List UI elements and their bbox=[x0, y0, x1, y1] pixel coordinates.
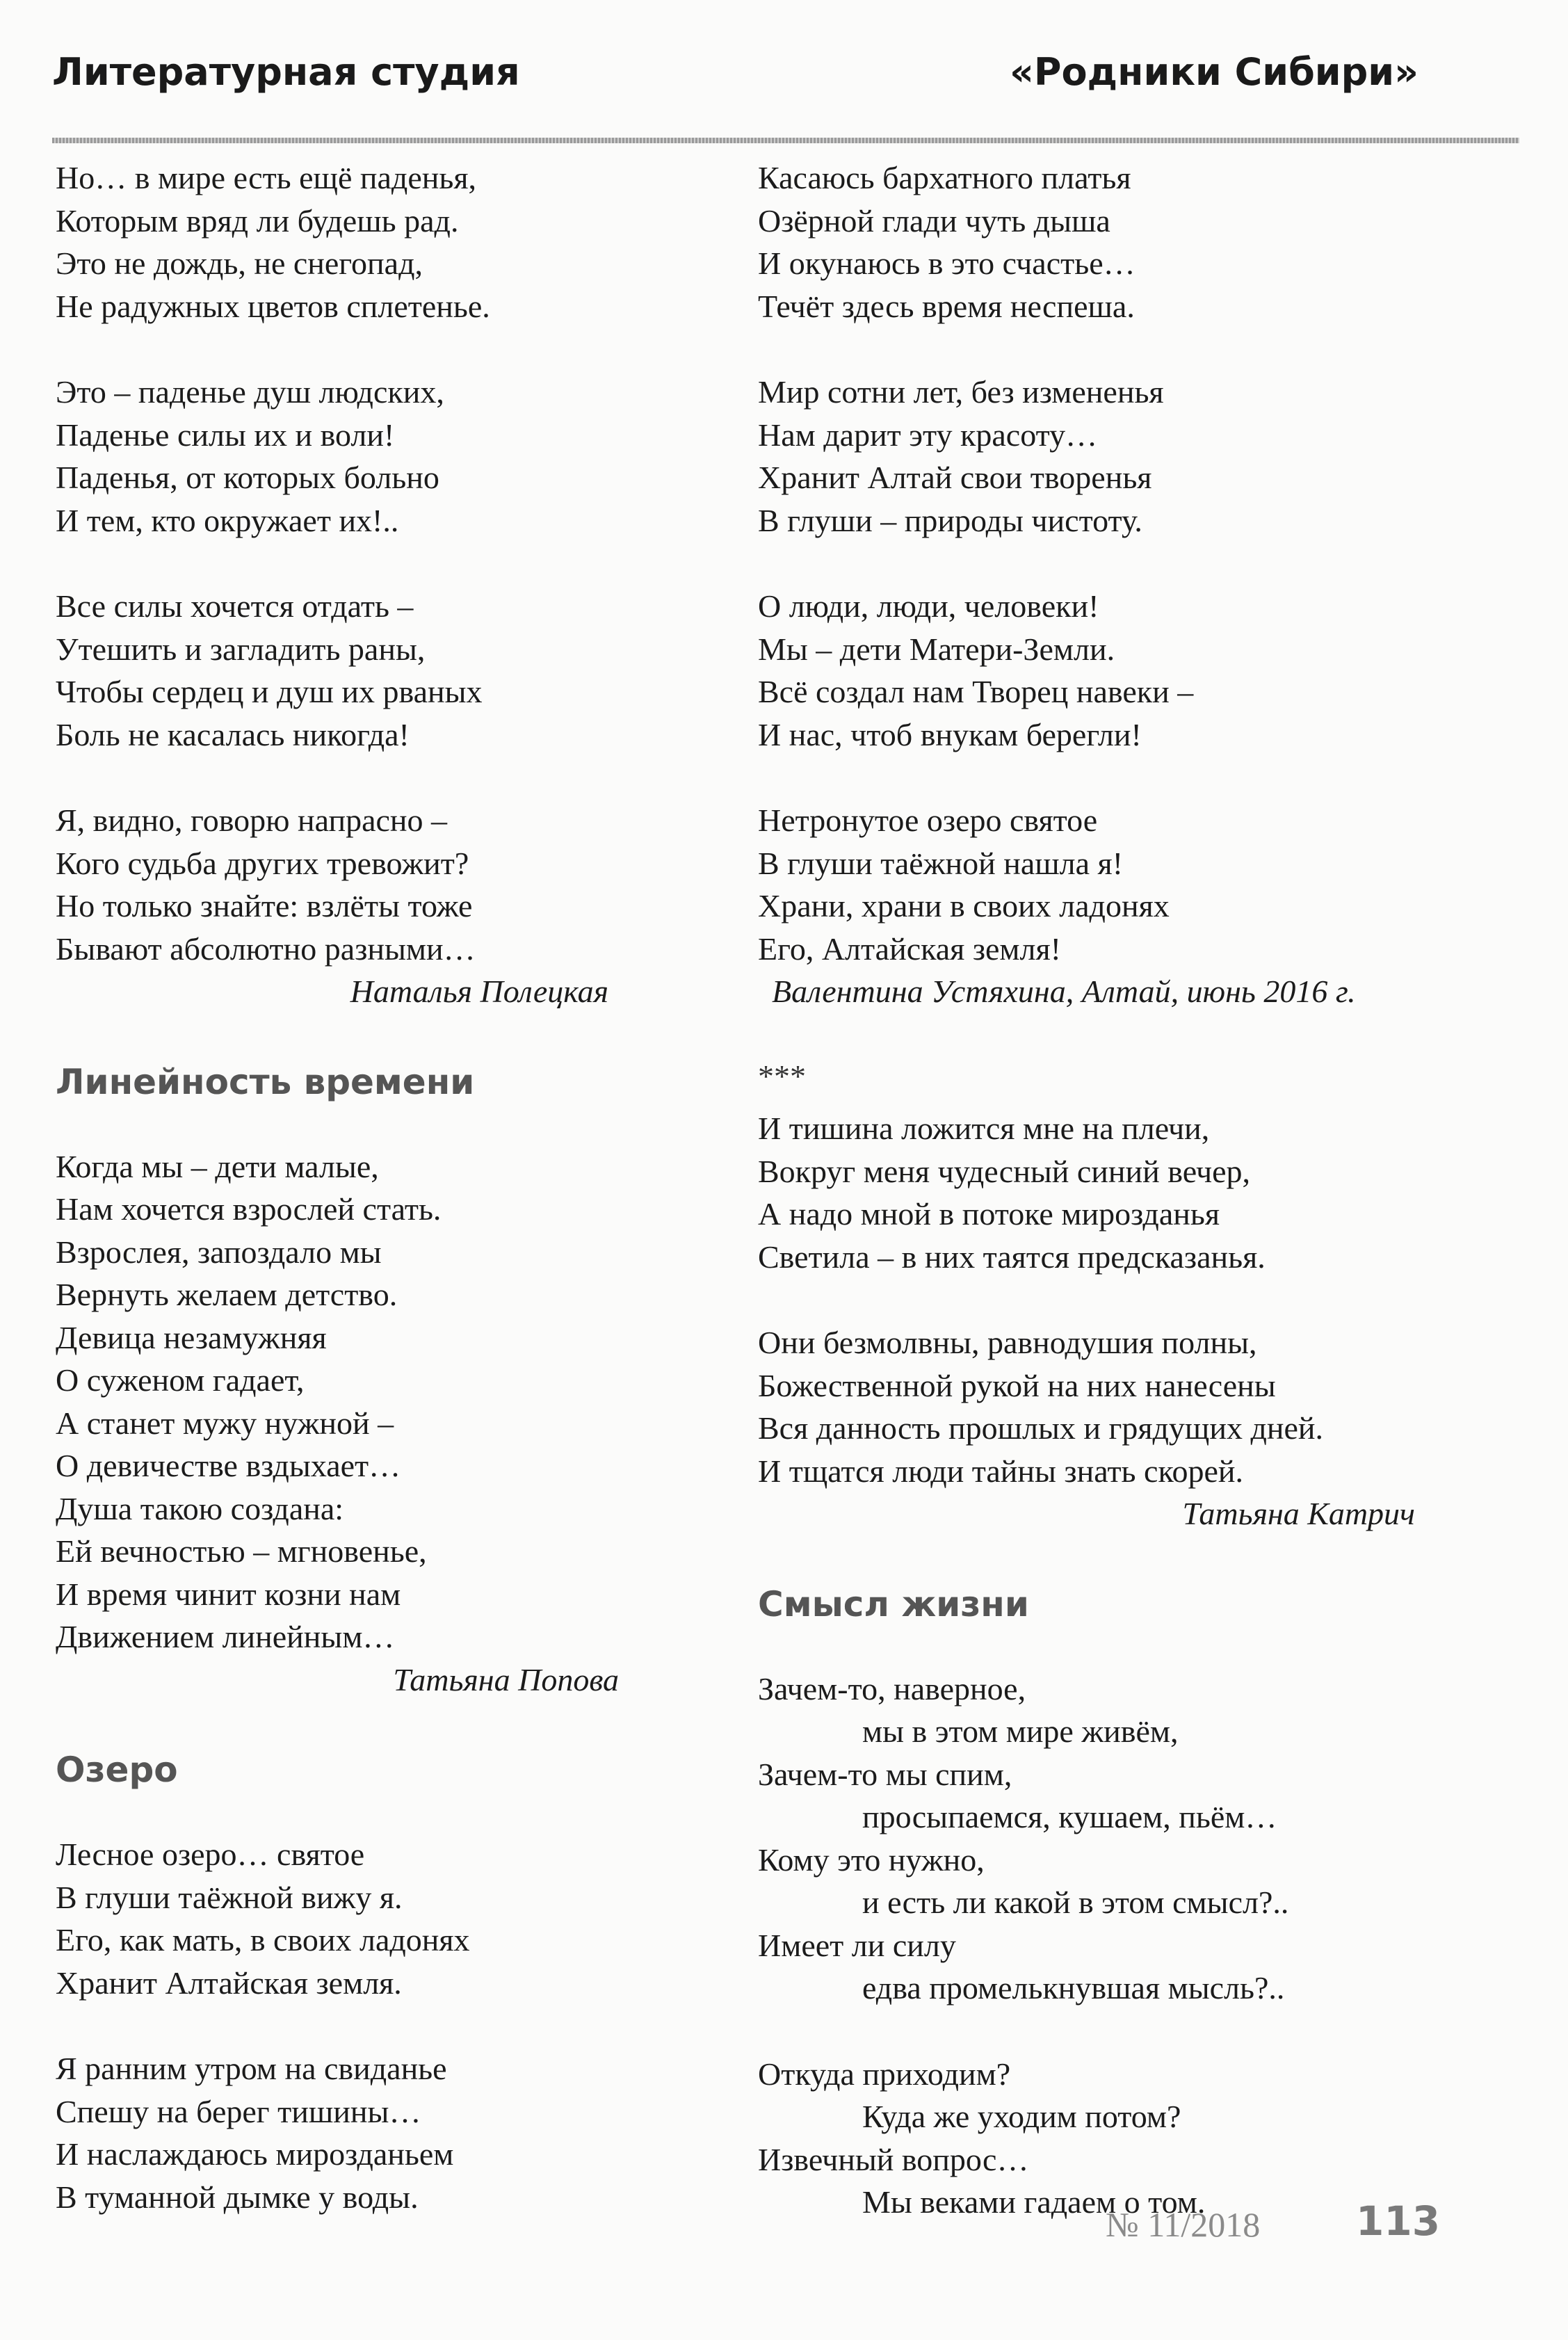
verse-line: Мы – дети Матери-Земли. bbox=[758, 631, 1115, 667]
verse-line: Но… в мире есть ещё паденья, bbox=[56, 160, 477, 195]
verse-line: Паденье силы их и воли! bbox=[56, 417, 395, 453]
verse-line: Божественной рукой на них нанесены bbox=[758, 1367, 1276, 1403]
verse-line: Нам хочется взрослей стать. bbox=[56, 1191, 442, 1227]
verse-line: И тщатся люди тайны знать скорей. bbox=[758, 1453, 1243, 1489]
section-title: Литературная студия bbox=[52, 50, 520, 94]
stanza bbox=[758, 585, 1467, 756]
right-column bbox=[758, 156, 1467, 2267]
verse-line: Вокруг меня чудесный синий вечер, bbox=[758, 1153, 1251, 1189]
verse-line: Спешу на берег тишины… bbox=[56, 2093, 421, 2129]
page-number: 113 bbox=[1356, 2197, 1441, 2245]
verse-line: Нетронутое озеро святое bbox=[758, 802, 1098, 838]
verse-line: Ей вечностью – мгновенье, bbox=[56, 1533, 427, 1569]
verse-line: И время чинит козни нам bbox=[56, 1576, 401, 1612]
poem-author: Татьяна Катрич bbox=[1182, 1496, 1415, 1531]
stanza bbox=[56, 585, 751, 756]
untitled-poem-marker: *** bbox=[758, 1058, 806, 1094]
verse-line: О суженом гадает, bbox=[56, 1362, 305, 1398]
verse-line: Это не дождь, не снегопад, bbox=[56, 245, 423, 281]
stanza bbox=[56, 371, 751, 542]
stanza bbox=[56, 799, 751, 970]
verse-line: Это – паденье душ людских, bbox=[56, 374, 444, 410]
poem-title: Озеро bbox=[56, 1750, 178, 1790]
verse-line: Когда мы – дети малые, bbox=[56, 1148, 379, 1184]
magazine-title: «Родники Сибири» bbox=[1010, 50, 1419, 94]
verse-line: Которым вряд ли будешь рад. bbox=[56, 202, 459, 239]
verse-line: А станет мужу нужной – bbox=[56, 1405, 394, 1441]
verse-line: Не радужных цветов сплетенье. bbox=[56, 288, 490, 324]
poem-author: Наталья Полецкая bbox=[350, 974, 608, 1009]
issue-number: № 11/2018 bbox=[1106, 2205, 1261, 2244]
verse-line: Его, как мать, в своих ладонях bbox=[56, 1922, 470, 1958]
verse-line: Все силы хочется отдать – bbox=[56, 588, 414, 624]
verse-line: Касаюсь бархатного платья bbox=[758, 160, 1131, 195]
poem-title: Смысл жизни bbox=[758, 1583, 1029, 1624]
verse-line: Душа такою создана: bbox=[56, 1490, 344, 1526]
verse-line: Но только знайте: взлёты тоже bbox=[56, 888, 473, 923]
verse-line: просыпаемся, кушаем, пьём… bbox=[862, 1799, 1277, 1834]
verse-line: И тем, кто окружает их!.. bbox=[56, 502, 399, 538]
verse-line: Хранит Алтай свои творенья bbox=[758, 460, 1152, 495]
stanza bbox=[758, 156, 1467, 328]
verse-line: Паденья, от которых больно bbox=[56, 460, 439, 495]
stanza bbox=[56, 1145, 751, 1659]
verse-line: Зачем-то, наверное, bbox=[758, 1670, 1026, 1706]
verse-line: О люди, люди, человеки! bbox=[758, 588, 1099, 624]
verse-line: Взрослея, запоздало мы bbox=[56, 1234, 382, 1270]
verse-line: Имеет ли силу bbox=[758, 1927, 956, 1963]
verse-line: Вернуть желаем детство. bbox=[56, 1277, 398, 1312]
verse-line: Лесное озеро… святое bbox=[56, 1837, 365, 1872]
verse-line: Я ранним утром на свиданье bbox=[56, 2051, 447, 2086]
stanza bbox=[758, 1107, 1467, 1278]
verse-line: И тишина ложится мне на плечи, bbox=[758, 1111, 1210, 1146]
stanza bbox=[758, 799, 1467, 970]
stanza bbox=[758, 1321, 1467, 1492]
stanza bbox=[56, 156, 751, 328]
verse-line: В глуши – природы чистоту. bbox=[758, 502, 1142, 538]
verse-line: Кому это нужно, bbox=[758, 1841, 985, 1878]
stanza bbox=[758, 371, 1467, 542]
verse-line: Всё создал нам Творец навеки – bbox=[758, 674, 1194, 709]
verse-line: мы в этом мире живём, bbox=[862, 1713, 1179, 1749]
verse-line: Боль не касалась никогда! bbox=[56, 716, 410, 752]
verse-line: О девичестве вздыхает… bbox=[56, 1448, 401, 1483]
verse-line: Хранит Алтайская земля. bbox=[56, 1964, 402, 2001]
verse-line: Бывают абсолютно разными… bbox=[56, 930, 476, 967]
verse-line: В глуши таёжной нашла я! bbox=[758, 845, 1124, 881]
stanza bbox=[56, 1833, 751, 2004]
verse-line: Движением линейным… bbox=[56, 1619, 395, 1654]
left-column bbox=[56, 156, 751, 2261]
poem-author: Валентина Устяхина, Алтай, июнь 2016 г. bbox=[772, 974, 1356, 1009]
verse-line: Девица незамужняя bbox=[56, 1319, 327, 1355]
verse-line: Куда же уходим потом? bbox=[862, 2099, 1181, 2134]
verse-line: И окунаюсь в это счастье… bbox=[758, 245, 1135, 281]
verse-line: Они безмолвны, равнодушия полны, bbox=[758, 1325, 1257, 1360]
verse-line: А надо мной в потоке мирозданья bbox=[758, 1196, 1220, 1232]
verse-line: едва промелькнувшая мысль?.. bbox=[862, 1970, 1285, 2006]
verse-line: Течёт здесь время неспеша. bbox=[758, 288, 1135, 324]
verse-line: Нам дарит эту красоту… bbox=[758, 417, 1098, 453]
verse-line: В глуши таёжной вижу я. bbox=[56, 1879, 403, 1915]
verse-line: И нас, чтоб внукам берегли! bbox=[758, 716, 1142, 752]
verse-line: Храни, храни в своих ладонях bbox=[758, 888, 1170, 923]
verse-line: Вся данность прошлых и грядущих дней. bbox=[758, 1410, 1323, 1446]
stanza bbox=[56, 2047, 751, 2218]
verse-line: Его, Алтайская земля! bbox=[758, 930, 1061, 967]
verse-line: Мы веками гадаем о том. bbox=[862, 2184, 1206, 2220]
verse-line: Откуда приходим? bbox=[758, 2056, 1011, 2092]
verse-line: Озёрной глади чуть дыша bbox=[758, 202, 1110, 239]
verse-line: Утешить и загладить раны, bbox=[56, 631, 426, 667]
verse-line: В туманной дымке у воды. bbox=[56, 2179, 419, 2215]
poem-title: Линейность времени bbox=[56, 1061, 475, 1102]
verse-line: Кого судьба других тревожит? bbox=[56, 845, 469, 881]
verse-line: Зачем-то мы спим, bbox=[758, 1756, 1012, 1792]
verse-line: Чтобы сердец и душ их рваных bbox=[56, 674, 483, 709]
verse-line: И наслаждаюсь мирозданьем bbox=[56, 2136, 454, 2172]
verse-line: Извечный вопрос… bbox=[758, 2141, 1029, 2177]
verse-line: Светила – в них таятся предсказанья. bbox=[758, 1238, 1266, 1275]
verse-line: и есть ли какой в этом смысл?.. bbox=[862, 1885, 1289, 1920]
poem-author: Татьяна Попова bbox=[393, 1661, 619, 1697]
verse-line: Я, видно, говорю напрасно – bbox=[56, 802, 448, 838]
stanza bbox=[758, 1668, 1467, 2010]
verse-line: Мир сотни лет, без измененья bbox=[758, 374, 1164, 410]
header-divider bbox=[52, 138, 1519, 143]
